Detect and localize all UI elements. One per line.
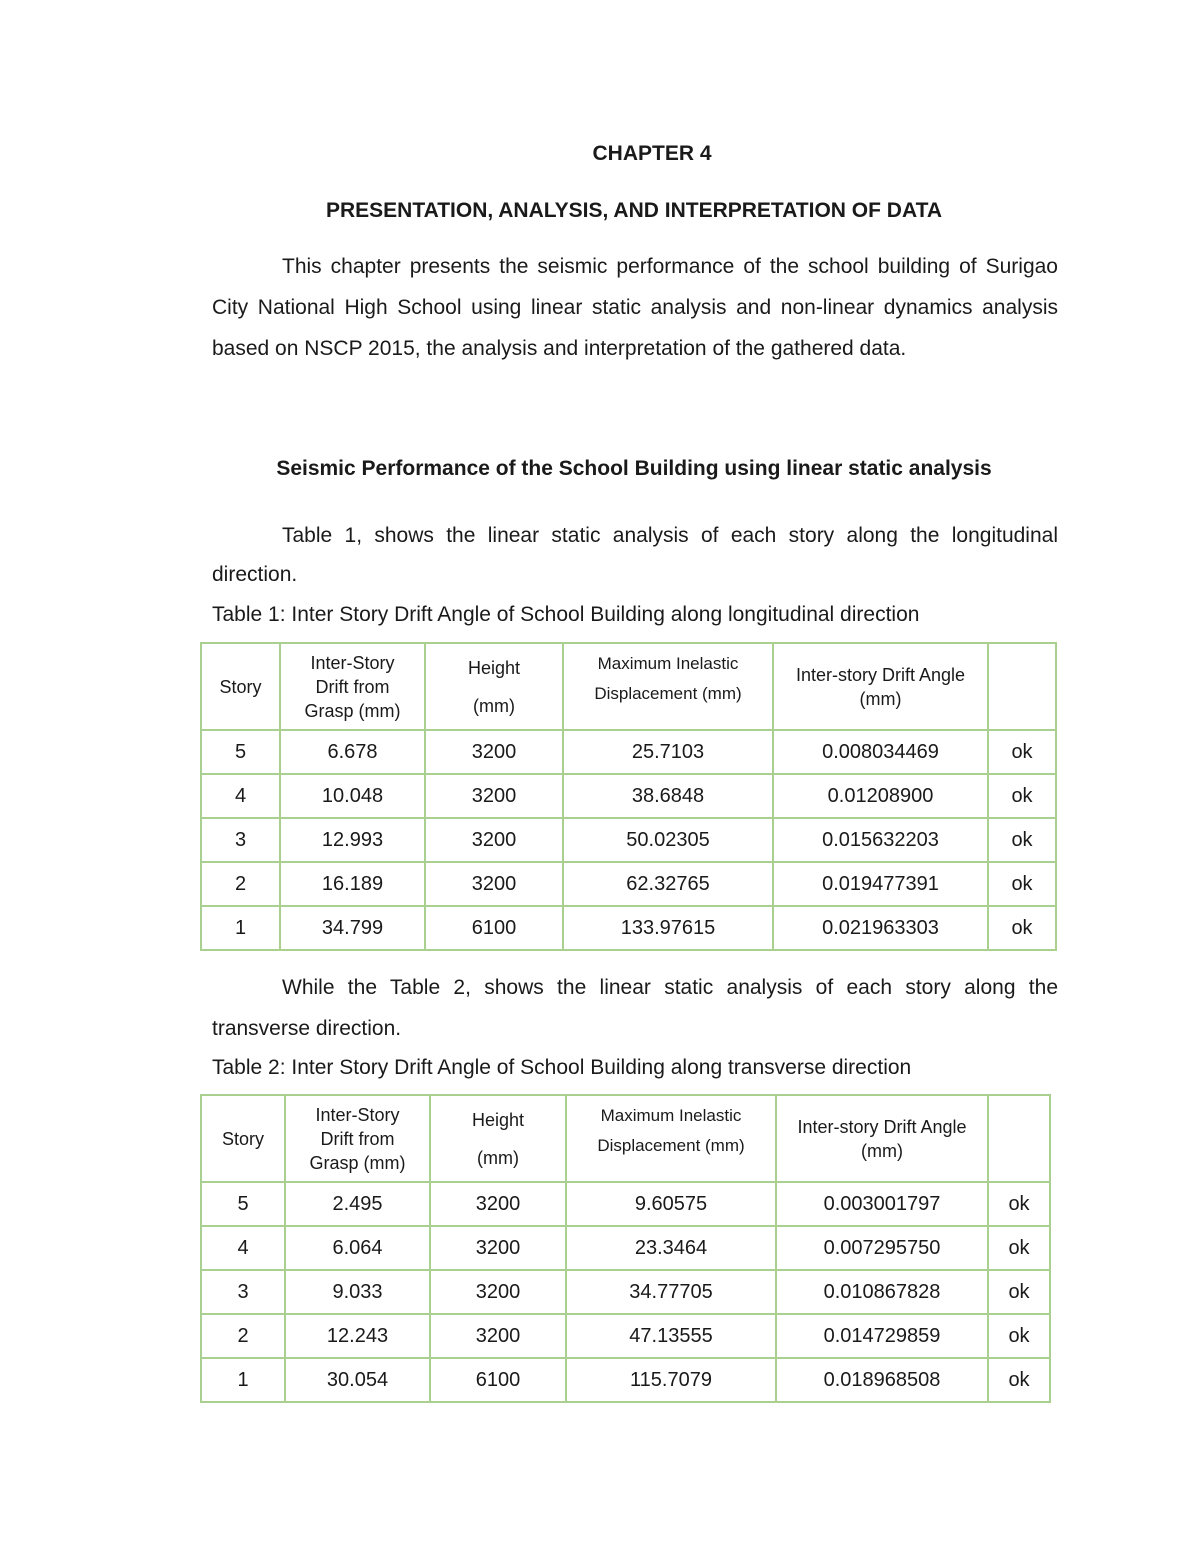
header-drift-angle-line1: Inter-story Drift Angle (795, 664, 966, 685)
cell-status: ok (988, 730, 1056, 774)
cell-drift: 6.064 (285, 1226, 430, 1270)
header-drift-line2: Drift from (315, 676, 390, 697)
cell-drift: 9.033 (285, 1270, 430, 1314)
cell-height: 3200 (425, 818, 563, 862)
header-height-line1: Height (471, 1109, 525, 1130)
cell-drift-angle: 0.015632203 (773, 818, 988, 862)
header-drift-line1: Inter-Story (315, 1104, 400, 1125)
cell-drift: 12.243 (285, 1314, 430, 1358)
cell-drift-angle: 0.008034469 (773, 730, 988, 774)
cell-displacement: 34.77705 (566, 1270, 776, 1314)
header-displacement (566, 1095, 776, 1182)
cell-drift-angle: 0.010867828 (776, 1270, 988, 1314)
cell-drift-angle: 0.021963303 (773, 906, 988, 950)
table-row (201, 774, 1056, 818)
header-drift-line2: Drift from (320, 1128, 395, 1149)
cell-story: 3 (201, 1270, 285, 1314)
cell-displacement: 9.60575 (566, 1182, 776, 1226)
cell-height: 3200 (430, 1314, 566, 1358)
cell-status: ok (988, 1358, 1050, 1402)
header-story: Story (201, 643, 280, 730)
cell-status: ok (988, 774, 1056, 818)
cell-drift-angle: 0.019477391 (773, 862, 988, 906)
table1-longitudinal-drift (200, 642, 1057, 951)
cell-status: ok (988, 1182, 1050, 1226)
table1-caption: Table 1: Inter Story Drift Angle of School Building along longitudinal direction (212, 603, 920, 626)
cell-height: 3200 (430, 1270, 566, 1314)
cell-drift: 6.678 (280, 730, 425, 774)
cell-story: 3 (201, 818, 280, 862)
intro-paragraph: This chapter presents the seismic performance of the school building of Surigao City National High School using linear static analysis and non-linear dynamics analysis based on NSCP 2015, the analysis and interpretation of the gathered data. (212, 255, 1058, 360)
table-header-row (201, 643, 1056, 730)
cell-displacement: 50.02305 (563, 818, 773, 862)
cell-displacement: 133.97615 (563, 906, 773, 950)
header-height-line1: Height (467, 657, 521, 678)
cell-height: 3200 (425, 774, 563, 818)
page-title: PRESENTATION, ANALYSIS, AND INTERPRETATION OF DATA (325, 199, 942, 222)
cell-drift-angle: 0.018968508 (776, 1358, 988, 1402)
cell-displacement: 25.7103 (563, 730, 773, 774)
cell-status: ok (988, 1270, 1050, 1314)
table-row (201, 818, 1056, 862)
header-status (988, 1095, 1050, 1182)
header-displacement-line1: Maximum Inelastic (597, 654, 739, 673)
cell-drift-angle: 0.003001797 (776, 1182, 988, 1226)
cell-story: 2 (201, 1314, 285, 1358)
cell-story: 5 (201, 1182, 285, 1226)
cell-drift: 16.189 (280, 862, 425, 906)
table2-caption: Table 2: Inter Story Drift Angle of School Building along transverse direction (212, 1056, 912, 1079)
cell-story: 1 (201, 1358, 285, 1402)
cell-height: 3200 (425, 730, 563, 774)
header-displacement (563, 643, 773, 730)
table2-intro-paragraph: While the Table 2, shows the linear static analysis of each story along the transverse direction. (212, 976, 1058, 1040)
header-drift-angle (773, 643, 988, 730)
table-row (201, 730, 1056, 774)
cell-status: ok (988, 862, 1056, 906)
cell-status: ok (988, 906, 1056, 950)
chapter-title: CHAPTER 4 (592, 142, 712, 165)
header-drift-angle-line2: (mm) (861, 1140, 903, 1161)
header-drift-angle-line2: (mm) (859, 688, 902, 709)
header-drift-angle-line1: Inter-story Drift Angle (797, 1116, 967, 1137)
header-displacement-line2: Displacement (mm) (594, 684, 742, 703)
header-drift-line3: Grasp (mm) (309, 1152, 406, 1173)
header-displacement-line2: Displacement (mm) (597, 1136, 745, 1155)
cell-story: 4 (201, 774, 280, 818)
cell-status: ok (988, 1226, 1050, 1270)
cell-drift-angle: 0.007295750 (776, 1226, 988, 1270)
header-drift-angle (776, 1095, 988, 1182)
table-row (201, 862, 1056, 906)
cell-displacement: 47.13555 (566, 1314, 776, 1358)
table-header-row (201, 1095, 1050, 1182)
section-heading: Seismic Performance of the School Building using linear static analysis (276, 457, 992, 480)
cell-drift-angle: 0.014729859 (776, 1314, 988, 1358)
header-height (425, 643, 563, 730)
cell-displacement: 23.3464 (566, 1226, 776, 1270)
cell-drift: 10.048 (280, 774, 425, 818)
header-status (988, 643, 1056, 730)
table-row (201, 1314, 1050, 1358)
cell-story: 1 (201, 906, 280, 950)
cell-displacement: 115.7079 (566, 1358, 776, 1402)
table1-intro-paragraph: Table 1, shows the linear static analysis of each story along the longitudinal direction. (212, 524, 1058, 586)
cell-height: 6100 (430, 1358, 566, 1402)
cell-story: 4 (201, 1226, 285, 1270)
cell-drift: 34.799 (280, 906, 425, 950)
header-height-line2: (mm) (473, 695, 515, 716)
cell-drift-angle: 0.01208900 (773, 774, 988, 818)
header-height (430, 1095, 566, 1182)
cell-displacement: 38.6848 (563, 774, 773, 818)
cell-drift: 12.993 (280, 818, 425, 862)
table2-transverse-drift (200, 1094, 1051, 1403)
cell-status: ok (988, 1314, 1050, 1358)
cell-height: 3200 (430, 1226, 566, 1270)
header-drift-line1: Inter-Story (310, 652, 395, 673)
header-drift (280, 643, 425, 730)
header-drift (285, 1095, 430, 1182)
header-height-line2: (mm) (477, 1147, 519, 1168)
cell-drift: 30.054 (285, 1358, 430, 1402)
header-drift-line3: Grasp (mm) (304, 700, 401, 721)
table-row (201, 906, 1056, 950)
table-row (201, 1182, 1050, 1226)
cell-drift: 2.495 (285, 1182, 430, 1226)
cell-status: ok (988, 818, 1056, 862)
cell-height: 3200 (425, 862, 563, 906)
cell-height: 3200 (430, 1182, 566, 1226)
header-story: Story (201, 1095, 285, 1182)
table-row (201, 1270, 1050, 1314)
cell-story: 5 (201, 730, 280, 774)
cell-story: 2 (201, 862, 280, 906)
table-row (201, 1358, 1050, 1402)
table-row (201, 1226, 1050, 1270)
cell-displacement: 62.32765 (563, 862, 773, 906)
cell-height: 6100 (425, 906, 563, 950)
header-displacement-line1: Maximum Inelastic (600, 1106, 742, 1125)
